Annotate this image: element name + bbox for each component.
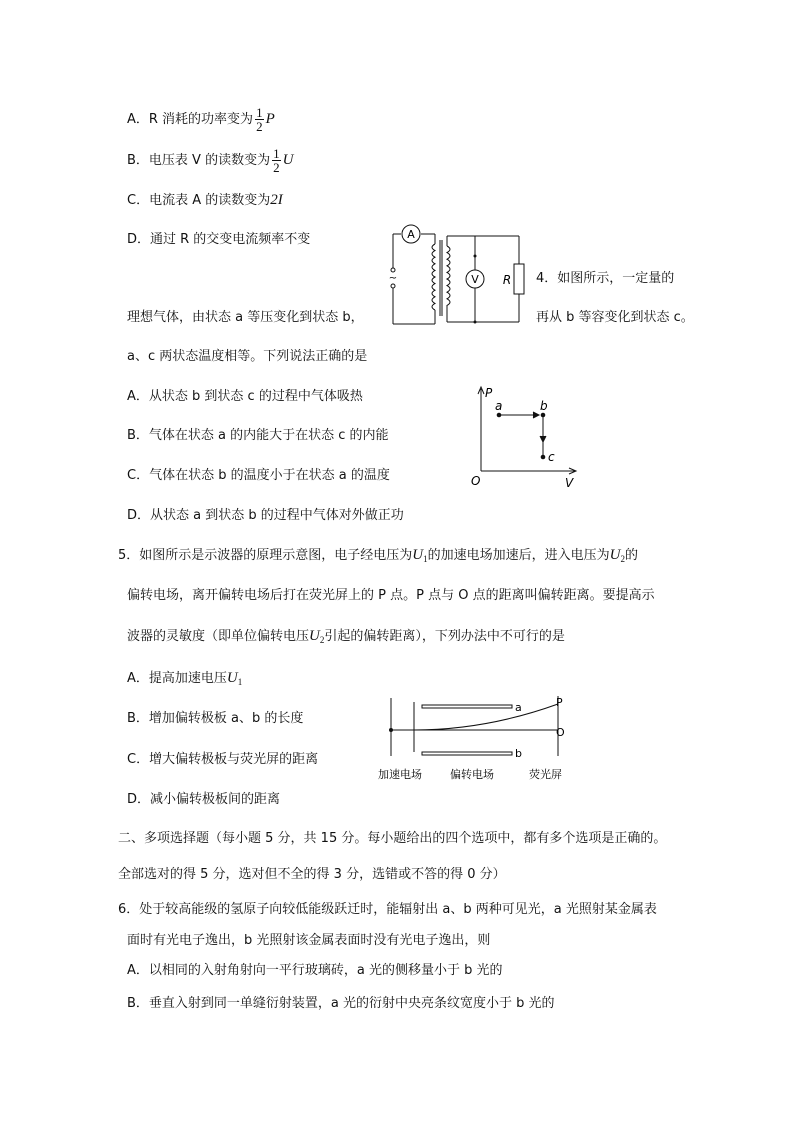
frac-den: 2 — [273, 160, 280, 175]
q6-option-b: B．垂直入射到同一单缝衍射装置，a 光的衍射中央亮条纹宽度小于 b 光的 — [127, 996, 555, 1011]
voltmeter-label: V — [471, 273, 479, 286]
power-symbol: P — [265, 111, 275, 127]
plate-b-label: b — [515, 747, 522, 760]
frac-den: 2 — [256, 119, 263, 134]
resistor-label: R — [502, 273, 512, 287]
q4-intro-c: 再从 b 等容变化到状态 c。 — [536, 310, 694, 325]
deflect-field-caption: 偏转电场 — [450, 768, 494, 781]
q6-line-2: 面时有光电子逸出，b 光照射该金属表面时没有光电子逸出，则 — [127, 933, 491, 948]
q5-option-c: C．增大偏转极板与荧光屏的距离 — [127, 752, 319, 767]
voltage-symbol: U — [282, 152, 294, 168]
q3-option-b-text: B．电压表 V 的读数变为 — [127, 153, 271, 168]
u1-symbol — [412, 547, 427, 563]
q3-option-b — [127, 147, 293, 174]
q5-line-1 — [118, 546, 638, 568]
q3-option-a — [127, 106, 275, 133]
u-subscript: 2 — [620, 554, 625, 564]
q3-option-d: D．通过 R 的交变电流频率不变 — [127, 232, 311, 247]
u-letter: U — [412, 547, 424, 563]
screen-caption: 荧光屏 — [529, 768, 562, 781]
point-p-label: P — [556, 696, 563, 709]
q4-option-c: C．气体在状态 b 的温度小于在状态 a 的温度 — [127, 468, 390, 483]
u-letter: U — [309, 628, 320, 644]
q5-option-d: D．减小偏转极板间的距离 — [127, 792, 281, 807]
ac-source-symbol: ~ — [388, 273, 398, 284]
q4-intro-b: 理想气体，由状态 a 等压变化到状态 b， — [127, 310, 364, 325]
transformer-circuit-figure — [385, 224, 525, 326]
oscilloscope-figure — [376, 690, 576, 785]
u2-symbol — [309, 628, 324, 644]
state-c-label: c — [548, 450, 555, 464]
state-a-label: a — [495, 399, 503, 413]
fraction-half — [255, 106, 264, 133]
u-letter: U — [609, 547, 621, 563]
q3-option-c — [127, 191, 283, 210]
q4-option-b: B．气体在状态 a 的内能大于在状态 c 的内能 — [127, 428, 389, 443]
frac-num: 1 — [273, 146, 280, 161]
q5-line-3 — [127, 627, 565, 649]
q4-option-a: A．从状态 b 到状态 c 的过程中气体吸热 — [127, 389, 363, 404]
u-subscript: 1 — [423, 554, 428, 564]
point-o-label: O — [556, 726, 565, 739]
u-letter: U — [226, 670, 238, 686]
q5-line-3-pre: 波器的灵敏度（即单位偏转电压 — [127, 629, 310, 644]
current-symbol: 2I — [270, 192, 283, 208]
section2-heading-line-2: 全部选对的得 5 分，选对但不全的得 3 分，选错或不答的得 0 分） — [118, 867, 506, 882]
plate-a-label: a — [515, 701, 522, 714]
ammeter-label: A — [407, 228, 415, 241]
q4-intro-d: a、c 两状态温度相等。下列说法正确的是 — [127, 349, 368, 364]
q5-line-3-post: 引起的偏转距离），下列办法中不可行的是 — [324, 629, 565, 644]
q4-intro-a: 4．如图所示，一定量的 — [536, 271, 675, 286]
q5-line-1-pre: 5．如图所示是示波器的原理示意图，电子经电压为 — [118, 548, 413, 563]
state-b-label: b — [540, 399, 548, 413]
origin-label: O — [471, 474, 481, 488]
q5-option-a — [127, 669, 242, 691]
q5-line-1-post: 的 — [624, 548, 638, 563]
u-subscript: 2 — [319, 635, 325, 645]
q5-line-1-mid: 的加速电场加速后，进入电压为 — [427, 548, 610, 563]
u2-symbol — [610, 547, 625, 563]
accel-field-caption: 加速电场 — [378, 768, 422, 781]
u-subscript: 1 — [237, 677, 243, 687]
fraction-half — [272, 147, 281, 174]
q6-line-1: 6．处于较高能级的氢原子向较低能级跃迁时，能辐射出 a、b 两种可见光，a 光照射某金属表 — [118, 902, 657, 917]
frac-num: 1 — [256, 105, 263, 120]
q6-option-a: A．以相同的入射角射向一平行玻璃砖，a 光的侧移量小于 b 光的 — [127, 963, 503, 978]
q5-option-b: B．增加偏转极板 a、b 的长度 — [127, 711, 304, 726]
q5-option-a-text: A．提高加速电压 — [127, 671, 227, 686]
section2-heading-line-1: 二、多项选择题（每小题 5 分，共 15 分。每小题给出的四个选项中，都有多个选项是正确的。 — [118, 831, 667, 846]
q4-option-d: D．从状态 a 到状态 b 的过程中气体对外做正功 — [127, 508, 404, 523]
pressure-axis-label: P — [485, 386, 493, 400]
u1-symbol — [227, 670, 242, 686]
volume-axis-label: V — [565, 476, 574, 490]
pv-graph-figure — [465, 381, 585, 491]
q3-option-c-text: C．电流表 A 的读数变为 — [127, 193, 271, 208]
q5-line-2: 偏转电场，离开偏转电场后打在荧光屏上的 P 点。P 点与 O 点的距离叫偏转距离。要提高示 — [127, 588, 655, 603]
q3-option-a-text: A．R 消耗的功率变为 — [127, 112, 254, 127]
